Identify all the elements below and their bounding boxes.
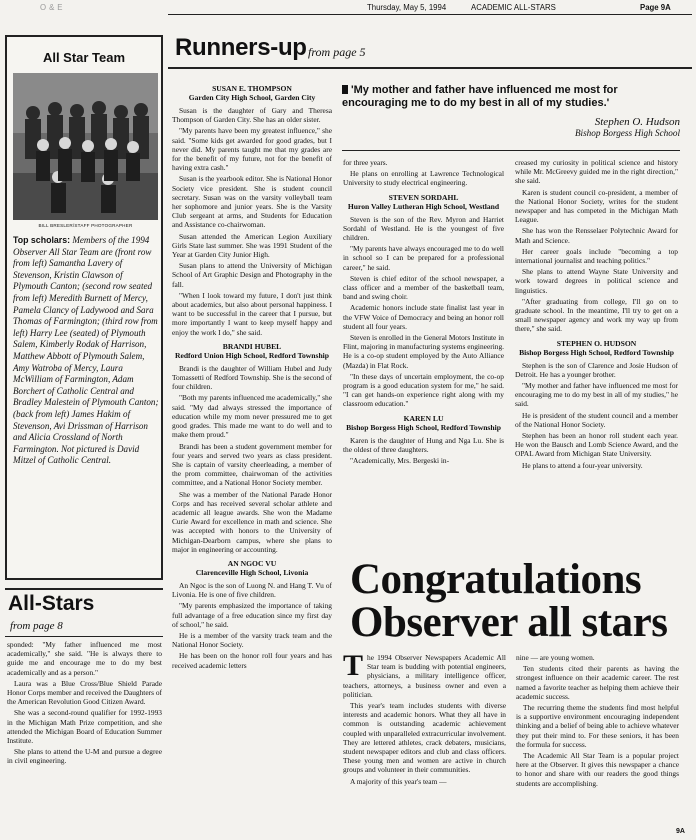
thompson-heading: SUSAN E. THOMPSON: [212, 84, 292, 93]
congrats-column-a: [343, 649, 506, 788]
paragraph: He is a member of the varsity track team and the National Honor Society.: [172, 630, 332, 650]
paragraph: Karen is the daughter of Hung and Nga Lu. She is the oldest of three daughters.: [343, 435, 504, 454]
congrats-body-b: [516, 653, 679, 788]
paragraph: He plans on enrolling at Lawrence Technological University to study electrical engineering.: [343, 169, 504, 188]
paragraph: Susan is the yearbook editor. She is National Honor Society vice president. She is student council secretary. Susan was on the varsity volleyball team her sophomore and junior years. She is the Varsity Club sergeant at arms, and Students for Education and Assistance co-chairwoman.: [172, 174, 332, 230]
sordahl-school: Huron Valley Lutheran High School, Westland: [347, 201, 500, 211]
paragraph: She plans to attend the U-M and pursue a degree in civil engineering.: [7, 747, 162, 766]
congrats-body-a: [343, 649, 506, 786]
thompson-school: Garden City High School, Garden City: [188, 93, 316, 102]
runnersup-column-3: [515, 158, 678, 472]
paragraph: She was a second-round qualifier for 1992-1993 in the Michigan Math Prize competition, and she attended the Michigan Board of Education Summer Institute.: [7, 708, 162, 746]
paragraph: sponded: "My father influenced me most academically," she said. "He is always there to guide me and encourage me to do my best academically and as a person.": [7, 640, 162, 677]
caption-lead: Top scholars:: [13, 235, 71, 245]
allstars-under-rule: [5, 636, 163, 637]
vu-school: Clarenceville High School, Livonia: [195, 567, 309, 577]
paragraph: nine — are young women.: [516, 653, 595, 662]
paragraph: "My mother and father have influenced me most for encouraging me to do my best in all of my studies," he said.: [515, 381, 678, 409]
lu-school: Bishop Borgess High School, Redford Township: [346, 422, 501, 432]
paragraph: A majority of this year's team —: [350, 776, 447, 786]
hubel-school: Redford Union High School, Redford Township: [174, 350, 330, 360]
folio-line: [0, 2, 696, 14]
paragraph: He plans to attend a four-year university.: [522, 460, 643, 470]
paragraph: "When I look toward my future, I don't just think about academics, but also about personal happiness. I want to be successful in the career that I pursue, but more importantly I want to keep myself happy and enjoy the work I do," she said.: [172, 290, 332, 337]
allstars-article: [7, 640, 162, 768]
lu-profile-continued: [515, 158, 678, 334]
allstars-from-page: from page 8: [10, 620, 63, 632]
sordahl-profile: [343, 215, 504, 409]
vu-profile: [172, 581, 332, 670]
folio-rule: [168, 14, 692, 15]
paragraph: "In these days of uncertain employment, the co-op program is a good education system for me," he said. "I can get hands-on experience right along with my classroom education.": [343, 371, 504, 409]
jump-label: 9A: [676, 828, 685, 835]
paragraph: She was a member of the National Parade Honor Corps and has received several scholar athlete and academic all league awards. She won the Madame Curie Award for excellence in math and science. She was accepted with honors to the University of Michigan-Dearborn campus, where she plans to major in engineering or accounting.: [172, 489, 332, 554]
hudson-heading: STEPHEN O. HUDSON: [556, 338, 637, 348]
photo-caption: [13, 235, 159, 467]
congrats-headline-line-1: Congratulations: [350, 556, 642, 603]
congrats-headline-line-2: Observer all stars: [350, 599, 668, 646]
masthead-mark: O&E: [40, 3, 66, 12]
paragraph: "Academically, Mrs. Bergeski in-: [350, 456, 450, 466]
paragraph: Susan is the daughter of Gary and Theresa Thompson of Garden City. She has an older sister.: [172, 106, 332, 125]
team-photo: [13, 73, 158, 220]
paragraph: Brandi has been a student government member for four years and served two years as class president. She is captain of varsity cheerleading, a member of the prom committee, chairwoman of the activities committee, and a National Honor Society member.: [172, 441, 332, 488]
caption-text: Members of the 1994 Observer All Star Team are (front row from left) Samantha Lavery of Stevenson, Kristin Clawson of Plymouth Canton; (second row seated from left) Meredith Burnett of Mercy, Pamela Clancy of Ladywood and Sara Thomas of Farmington; (third row from left) Harry Lee (seated) of Plymouth Salem, Kimberly Rodak of Harrison, Matthew Abbott of Plymouth Salem, Amy Watroba of Mercy, Laura McWilliam of Farmington, Adam Borchert of Catholic Central and Bradley Malestein of Plymouth Canton; (back from left) James Hakim of Stevenson, Avi Drissman of Harrison and Alicia Crossland of North Farmington. Not pictured is David Mitzel of Catholic Central.: [13, 235, 159, 466]
hubel-profile: [172, 364, 332, 554]
sidebar-title: All Star Team: [42, 50, 126, 65]
folio-section: ACADEMIC ALL-STARS: [471, 3, 556, 12]
paragraph: She has won the Rensselaer Polytechnic Award for Math and Science.: [515, 226, 678, 245]
vu-heading: AN NGOC VU: [227, 558, 277, 568]
runnersup-rule: [168, 67, 692, 69]
paragraph: The Academic All Star Team is a popular project here at the Observer. It gives this newspaper a chance to honor and share with our readers the good things students are accomplishing.: [516, 751, 679, 788]
congrats-dropcap: T: [343, 649, 364, 682]
folio-date: Thursday, May 5, 1994: [367, 3, 447, 12]
paragraph: Ten students cited their parents as having the strongest influence on their academic career. The rest named a favorite teacher as helping them achieve their academic success.: [516, 664, 679, 701]
paragraph: He has been on the honor roll four years and has received academic letters: [172, 651, 332, 670]
pull-quote-name: Stephen O. Hudson: [594, 116, 680, 128]
paragraph: Steven is enrolled in the General Motors Institute in Flint, majoring in manufacturing systems engineering. He is a co-op student employed by the Auto Alliance (Mazda) in Flat Rock.: [343, 333, 504, 370]
lu-profile: [343, 436, 504, 466]
paragraph: Susan plans to attend the University of Michigan School of Art Graphic Design and Photography in the fall.: [172, 261, 332, 289]
all-star-team-box: [5, 35, 163, 580]
lu-heading: KAREN LU: [403, 413, 444, 423]
paragraph: This year's team includes students with diverse interests and academic honors. What they all have in common is outstanding academic achievement coupled with unparalleled extracurricular involvement. They are lettered athletes, crack debaters, musicians, student newspaper editors and club and class officers. These young men and women are active in church groups and volunteer in their communities.: [343, 701, 506, 775]
paragraph: He is president of the student council and a member of the National Honor Society.: [515, 410, 678, 429]
folio-page: Page 9A: [640, 3, 671, 12]
paragraph: She plans to attend Wayne State University and work toward degrees in political science and linguistics.: [515, 267, 678, 295]
paragraph: Brandi is the daughter of William Hubel and Judy Tomassetti of Redford Township. She is the second of four children.: [172, 363, 332, 392]
paragraph: Steven is the son of the Rev. Myron and Harriet Sordahl of Westland. He is the youngest of five children.: [343, 214, 504, 243]
allstars-top-rule: [5, 588, 163, 590]
pull-quote-rule: [342, 150, 680, 151]
paragraph: Steven is chief editor of the school newspaper, a class officer and a member of the basketball team, band and swing choir.: [343, 273, 504, 302]
paragraph: Stephen has been an honor roll student each year. He won the Bausch and Lomb Science Award, and the OPAL Award from Michigan State University.: [515, 431, 678, 459]
pull-quote-school: Bishop Borgess High School: [574, 128, 680, 138]
vu-profile-continued: [343, 158, 504, 188]
congrats-column-b: [516, 653, 679, 790]
pull-quote-bar: [342, 85, 348, 94]
runnersup-kicker: Runners-up: [175, 34, 307, 61]
paragraph: creased my curiosity in political science and history while Mr. McGreevy guided me in the right direction," she said.: [515, 158, 678, 186]
runnersup-column-2: [343, 158, 504, 467]
runnersup-from-page: from page 5: [308, 45, 366, 59]
paragraph: "After graduating from college, I'll go on to graduate school. In the meantime, I'll try to get on a small newspaper agency and work my way up from there," she said.: [515, 296, 678, 334]
sordahl-heading: STEVEN SORDAHL: [388, 192, 459, 202]
team-photo-image: [13, 73, 158, 220]
paragraph: Laura was a Blue Cross/Blue Shield Parade Honor Corps member and received the Daughters of the American Revolution Good Citizen Award.: [7, 678, 162, 707]
paragraph: An Ngoc is the son of Luong N. and Hang T. Vu of Livonia. He is one of five children.: [172, 580, 332, 600]
photo-credit: BILL BRESLER/STAFF PHOTOGRAPHER: [38, 223, 133, 228]
pull-quote: [342, 84, 680, 138]
paragraph: Stephen is the son of Clarence and Josie Hudson of Detroit. He has a younger brother.: [515, 360, 678, 379]
paragraph: for three years.: [343, 158, 388, 167]
hubel-heading: BRANDI HUBEL: [222, 341, 282, 351]
hudson-profile: [515, 361, 678, 470]
thompson-profile: [172, 106, 332, 337]
hudson-school: Bishop Borgess High School, Redford Township: [519, 347, 674, 357]
allstars-kicker: All-Stars: [8, 592, 95, 615]
paragraph: he 1994 Observer Newspapers Academic All Star team is budding with potential engineers, physicians, a military intelligence officer, teachers, attorneys, a business owner and even a politician.: [343, 653, 506, 699]
paragraph: The recurring theme the students find most helpful is a supportive environment encouraging independent thinking and a belief of being able to achieve whatever they put their mind to. For these seniors, it has been the formula for success.: [516, 703, 679, 749]
paragraph: "My parents emphasized the importance of taking full advantage of a free education since my first day of school," he said.: [172, 601, 332, 629]
paragraph: Academic honors include state finalist last year in the VFW Voice of Democracy and being an honor roll student all four years.: [343, 303, 504, 331]
runnersup-column-1: [172, 84, 332, 672]
paragraph: Her career goals include "becoming a top international journalist and teaching politics.": [515, 246, 678, 266]
paragraph: "My parents have been my greatest influence," she said. "Some kids get awarded for good grades, but I never did. My parents taught me that my grades are for the benefit of my future, not for the benefit of having extra cash.": [172, 126, 332, 173]
paragraph: Susan attended the American Legion Auxiliary Girls State last summer. She was 1991 Student of the Year at Garden City Junior High.: [172, 231, 332, 260]
paragraph: "My parents have always encouraged me to do well in school so I can be prepared for a professional career," he said.: [343, 244, 504, 272]
paragraph: "Both my parents influenced me academically," she said. "My dad always stressed the importance of education while my mom never pressured me to get good grades. This made me want to do well and to make them proud.": [172, 393, 332, 440]
paragraph: Karen is student council co-president, a member of the National Honor Society, writes for the student newspaper and has competed in the Michigan Math League.: [515, 187, 678, 225]
pull-quote-text: 'My mother and father have influenced me most for encouraging me to do my best in all of my studies.': [342, 84, 618, 109]
